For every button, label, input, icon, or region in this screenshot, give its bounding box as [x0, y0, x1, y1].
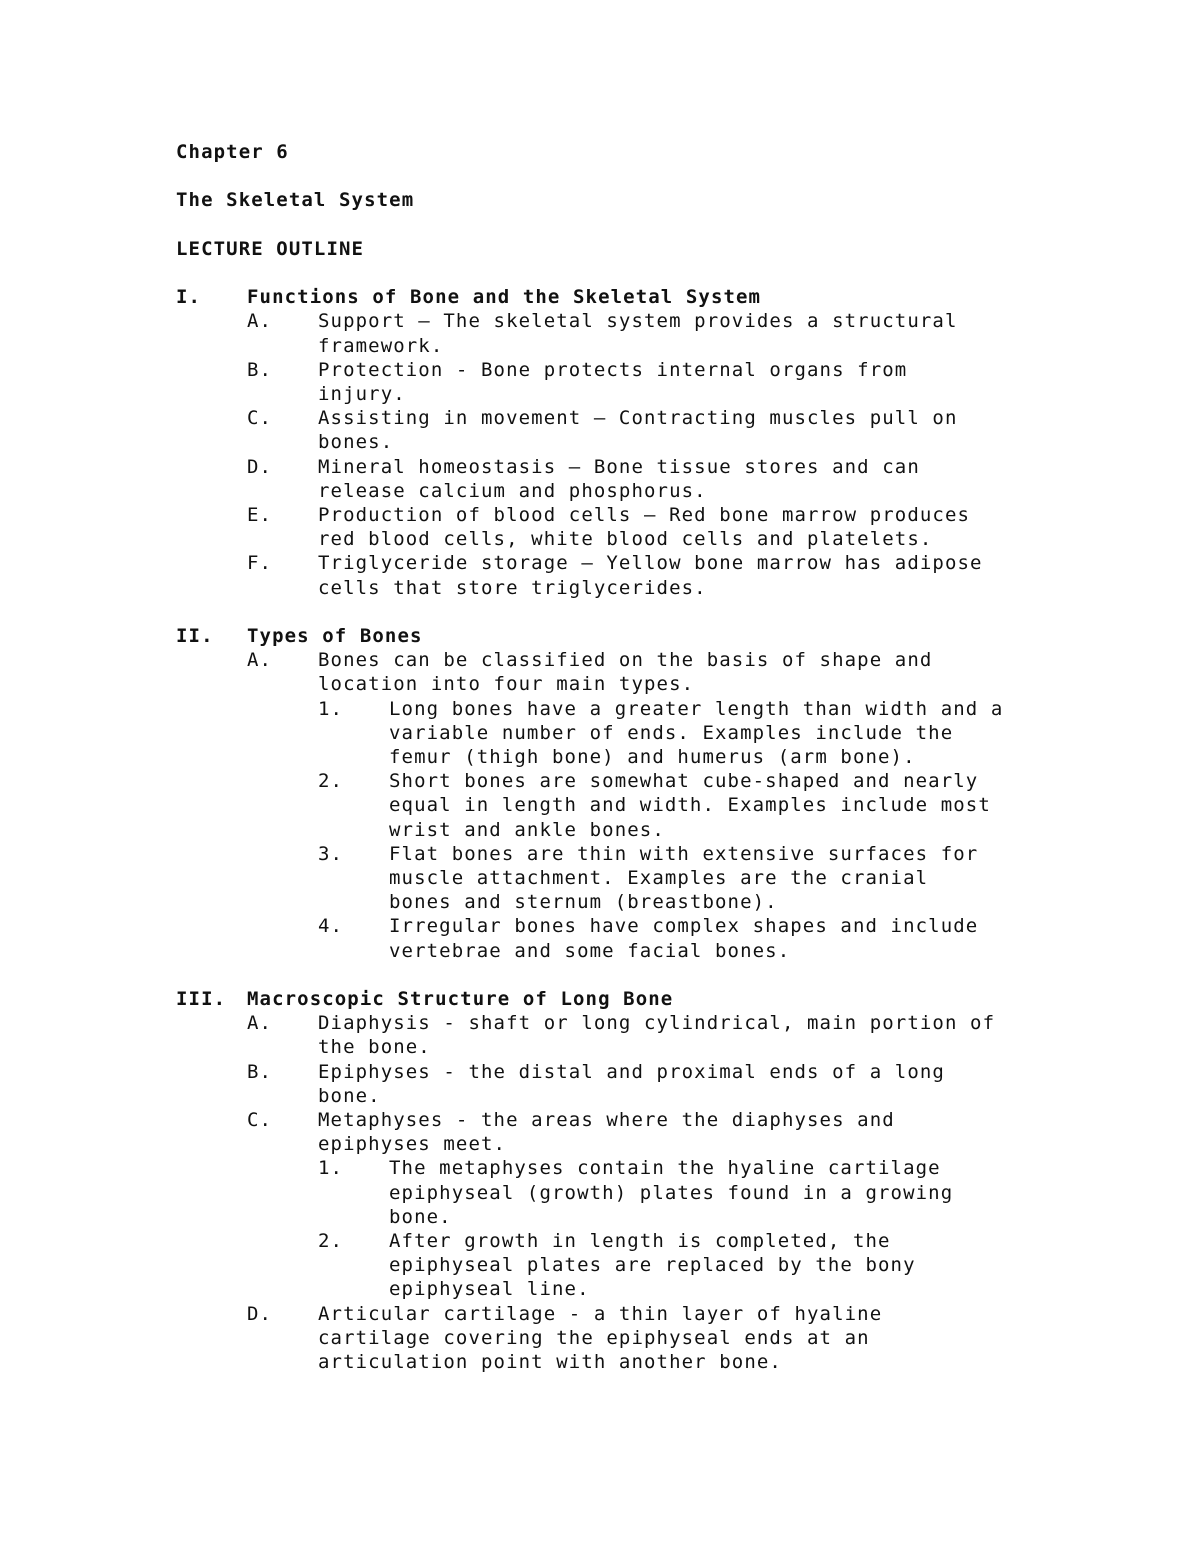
item-text: location into four main types.	[318, 673, 695, 696]
outline-item-line	[176, 527, 1056, 551]
outline-subitem-line	[176, 1156, 1056, 1180]
item-text: Articular cartilage - a thin layer of hyaline	[318, 1302, 883, 1325]
subitem-text: epiphyseal plates are replaced by the bony	[389, 1254, 916, 1277]
section-marker: II.	[176, 625, 214, 647]
item-text: Metaphyses - the areas where the diaphyses and	[318, 1109, 895, 1132]
outline-section	[176, 285, 1056, 600]
item-marker: D.	[247, 455, 273, 478]
outline-item-line	[176, 1350, 1056, 1374]
outline-item-line	[176, 551, 1056, 575]
outline-subitem-line	[176, 697, 1056, 721]
outline-section	[176, 624, 1056, 963]
outline-subitem-line	[176, 1277, 1056, 1301]
outline-subitem-line	[176, 769, 1056, 793]
item-marker: B.	[247, 1060, 273, 1083]
subitem-marker: 1.	[318, 697, 344, 720]
item-text: release calcium and phosphorus.	[318, 479, 707, 502]
outline-item-line	[176, 576, 1056, 600]
outline-subitem-line	[176, 745, 1056, 769]
item-marker: F.	[247, 552, 273, 575]
subitem-text: wrist and ankle bones.	[389, 818, 665, 841]
item-text: Diaphysis - shaft or long cylindrical, main portion of	[318, 1012, 996, 1035]
item-text: framework.	[318, 334, 444, 357]
outline-item-line	[176, 1302, 1056, 1326]
outline-subitem-line	[176, 1205, 1056, 1229]
item-text: bone.	[318, 1084, 381, 1107]
subitem-text: bone.	[389, 1205, 452, 1228]
item-text: red blood cells, white blood cells and platelets.	[318, 528, 933, 551]
section-marker: I.	[176, 286, 202, 309]
item-text: cartilage covering the epiphyseal ends at an	[318, 1326, 870, 1349]
document-page	[176, 140, 1056, 1374]
item-text: articulation point with another bone.	[318, 1351, 782, 1374]
outline-subitem-line	[176, 1181, 1056, 1205]
subitem-text: After growth in length is completed, the	[389, 1230, 891, 1253]
item-marker: C.	[247, 1109, 273, 1132]
item-text: the bone.	[318, 1036, 431, 1059]
section-marker: III.	[176, 988, 227, 1011]
chapter-label: Chapter 6	[176, 141, 289, 163]
outline-item-line	[176, 455, 1056, 479]
item-marker: B.	[247, 358, 273, 381]
outline-item-line	[176, 648, 1056, 672]
outline-item-line	[176, 406, 1056, 430]
outline-item-line	[176, 358, 1056, 382]
section-heading: Macroscopic Structure of Long Bone	[247, 988, 674, 1011]
subitem-text: femur (thigh bone) and humerus (arm bone).	[389, 746, 916, 769]
item-text: Epiphyses - the distal and proximal ends of a long	[318, 1060, 945, 1083]
outline-item-line	[176, 1108, 1056, 1132]
section-heading-row	[176, 987, 1056, 1011]
item-text: Mineral homeostasis – Bone tissue stores and can	[318, 455, 920, 478]
subitem-text: epiphyseal line.	[389, 1278, 590, 1301]
section-heading: Functions of Bone and the Skeletal System	[247, 286, 762, 309]
item-text: bones.	[318, 431, 394, 454]
subitem-text: vertebrae and some facial bones.	[389, 939, 791, 962]
outline-subitem-line	[176, 1253, 1056, 1277]
outline-subitem-line	[176, 939, 1056, 963]
item-text: injury.	[318, 382, 406, 405]
section-gap	[176, 963, 1056, 987]
outline-subitem-line	[176, 793, 1056, 817]
subitem-text: Irregular bones have complex shapes and include	[389, 915, 979, 938]
item-text: Triglyceride storage – Yellow bone marrow has adipose	[318, 552, 983, 575]
subitem-text: equal in length and width. Examples include most	[389, 794, 991, 817]
outline-item-line	[176, 1132, 1056, 1156]
outline-subitem-line	[176, 842, 1056, 866]
item-marker: D.	[247, 1302, 273, 1325]
outline-subitem-line	[176, 914, 1056, 938]
subitem-text: muscle attachment. Examples are the cranial	[389, 867, 929, 890]
outline-item-line	[176, 382, 1056, 406]
item-text: Production of blood cells – Red bone marrow produces	[318, 504, 971, 526]
section-heading-row	[176, 285, 1056, 309]
item-marker: A.	[247, 1012, 273, 1035]
subitem-text: Flat bones are thin with extensive surfaces for	[389, 842, 979, 865]
outline-subitem-line	[176, 1229, 1056, 1253]
subitem-marker: 2.	[318, 1230, 344, 1253]
section-heading: Types of Bones	[247, 625, 423, 647]
lecture-outline-label: LECTURE OUTLINE	[176, 237, 365, 260]
subitem-marker: 3.	[318, 842, 344, 865]
outline-section	[176, 987, 1056, 1374]
item-text: Bones can be classified on the basis of shape and	[318, 649, 933, 672]
outline-item-line	[176, 672, 1056, 696]
outline-item-line	[176, 309, 1056, 333]
item-text: Assisting in movement – Contracting muscles pull on	[318, 407, 958, 430]
subitem-text: epiphyseal (growth) plates found in a growing	[389, 1181, 954, 1204]
outline-item-line	[176, 1060, 1056, 1084]
item-text: epiphyses meet.	[318, 1133, 507, 1156]
item-text: cells that store triglycerides.	[318, 576, 707, 599]
outline-subitem-line	[176, 818, 1056, 842]
outline-item-line	[176, 479, 1056, 503]
outline-item-line	[176, 334, 1056, 358]
subitem-text: Long bones have a greater length than width and a	[389, 697, 1004, 720]
outline-item-line	[176, 1326, 1056, 1350]
item-marker: A.	[247, 649, 273, 672]
item-text: Protection - Bone protects internal organs from	[318, 358, 908, 381]
outline-subitem-line	[176, 721, 1056, 745]
outline-subitem-line	[176, 866, 1056, 890]
item-marker: C.	[247, 407, 273, 430]
outline-item-line	[176, 503, 1056, 527]
item-text: Support – The skeletal system provides a structural	[318, 310, 958, 333]
document-title: The Skeletal System	[176, 189, 415, 212]
outline-item-line	[176, 430, 1056, 454]
outline-item-line	[176, 1035, 1056, 1059]
outline-item-line	[176, 1011, 1056, 1035]
subitem-marker: 2.	[318, 770, 344, 793]
item-marker: E.	[247, 504, 273, 526]
subitem-marker: 4.	[318, 915, 344, 938]
section-heading-row	[176, 624, 1056, 648]
subitem-text: Short bones are somewhat cube-shaped and nearly	[389, 770, 979, 793]
subitem-text: bones and sternum (breastbone).	[389, 891, 778, 914]
item-marker: A.	[247, 310, 273, 333]
outline-subitem-line	[176, 890, 1056, 914]
outline	[176, 285, 1056, 1374]
subitem-marker: 1.	[318, 1157, 344, 1180]
outline-item-line	[176, 1084, 1056, 1108]
subitem-text: variable number of ends. Examples include the	[389, 721, 954, 744]
section-gap	[176, 600, 1056, 624]
subitem-text: The metaphyses contain the hyaline cartilage	[389, 1157, 941, 1180]
